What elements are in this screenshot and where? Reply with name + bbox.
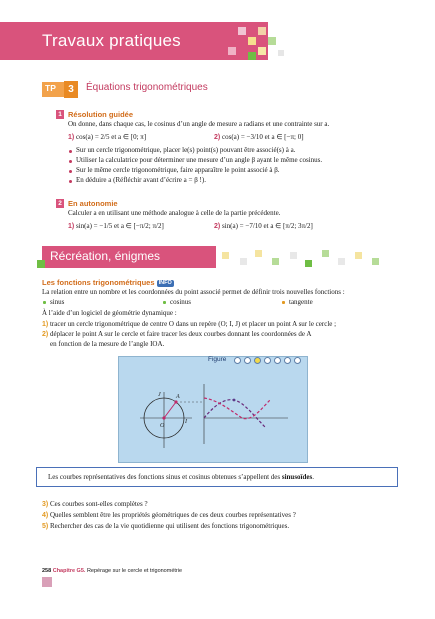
section1-eq2 — [214, 133, 304, 142]
question-4 — [42, 511, 296, 520]
footer-decoration — [42, 577, 52, 587]
question-number: 5) — [42, 523, 49, 530]
point-o — [162, 416, 165, 419]
step-number: 1) — [42, 321, 49, 328]
figure-canvas — [118, 356, 308, 463]
step-text: déplacer le point A sur le cercle et faire tracer les deux courbes donnant les coordonnées de A — [49, 330, 312, 338]
section2-eq1-text: sin(a) = −1/5 et a ∈ [−π/2; π/2] — [75, 222, 164, 230]
curve-point — [233, 399, 236, 402]
question-5 — [42, 522, 289, 531]
definition-text — [48, 473, 314, 481]
question-text: Rechercher des cas de la vie quotidienne qui utilisent des fonctions trigonométriques. — [49, 522, 290, 530]
function-sinus: sinus — [50, 298, 65, 306]
recreation-step-1 — [42, 320, 336, 329]
question-number: 3) — [42, 501, 49, 508]
recreation-intro: La relation entre un nombre et les coordonnées du point associé permet de définir trois nouvelles fonctions : — [42, 288, 345, 296]
page-title: Travaux pratiques — [42, 31, 181, 50]
bullet-marker — [69, 150, 72, 153]
section1-number: 1 — [56, 110, 64, 119]
info-badge: INFO — [158, 280, 172, 286]
section1-eq1-text: cos(a) = 2/5 et a ∈ [0; π] — [75, 133, 147, 141]
label-a: A — [176, 394, 180, 400]
tp-label: TP — [45, 83, 56, 93]
section1-intro: On donne, dans chaque cas, le cosinus d’un angle de mesure a radians et une contrainte sur a. — [68, 120, 330, 128]
section2-eq1 — [68, 222, 164, 231]
chapter-title: Repérage sur le cercle et trigonométrie — [86, 568, 183, 574]
label-o: O — [160, 423, 165, 429]
chapter-label: Chapitre G5. — [52, 568, 86, 574]
recreation-subtitle — [42, 278, 174, 287]
cosinus-curve — [204, 398, 270, 419]
step-text: tracer un cercle trigonométrique de centre O dans un repère (O; I, J) et placer un point A sur le cercle ; — [49, 320, 337, 328]
banner-tab — [37, 260, 45, 268]
function-tangente: tangente — [289, 298, 313, 306]
section2-intro: Calculer a en utilisant une méthode analogue à celle de la partie précédente. — [68, 209, 281, 217]
section2-eq2-label: 2) — [214, 223, 221, 230]
recreation-title: Récréation, énigmes — [50, 249, 161, 263]
point-a — [174, 400, 177, 403]
radius-oa — [164, 402, 176, 418]
figure-title: Figure — [208, 356, 227, 363]
function-cosinus: cosinus — [170, 298, 191, 306]
bullet-marker — [69, 160, 72, 163]
section1-bullet-2: Utiliser la calculatrice pour déterminer une mesure d’un angle β ayant le même cosinus. — [76, 156, 323, 164]
question-text: Quelles semblent être les propriétés géométriques de ces deux courbes représentatives ? — [49, 511, 296, 519]
page-number: 258 — [42, 568, 52, 574]
recreation-subtitle-text: Les fonctions trigonométriques — [42, 278, 155, 287]
section1-title: Résolution guidée — [68, 110, 134, 119]
section2-eq2-text: sin(a) = −7/10 et a ∈ [π/2; 3π/2] — [221, 222, 313, 230]
bullet-marker — [69, 170, 72, 173]
section1-eq1-label: 1) — [68, 134, 75, 141]
section2-title: En autonomie — [68, 199, 118, 208]
section1-bullet-3: Sur le même cercle trigonométrique, faire apparaître le point associé à β. — [76, 166, 280, 174]
definition-keyword: sinusoïdes — [281, 473, 313, 481]
definition-text-end: . — [312, 473, 314, 481]
step-number: 2) — [42, 331, 49, 338]
bullet-marker — [282, 301, 285, 304]
bullet-marker — [43, 301, 46, 304]
page-footer — [42, 568, 182, 574]
bullet-marker — [163, 301, 166, 304]
section1-eq2-text: cos(a) = −3/10 et a ∈ [−π; 0] — [221, 133, 304, 141]
question-text: Ces courbes sont-elles complètes ? — [49, 500, 148, 508]
section2-number: 2 — [56, 199, 64, 208]
question-3 — [42, 500, 148, 509]
section1-eq1 — [68, 133, 146, 142]
recreation-step-2 — [42, 330, 311, 339]
question-number: 4) — [42, 512, 49, 519]
tp-title: Équations trigonométriques — [86, 82, 208, 93]
recreation-prompt: À l’aide d’un logiciel de géométrie dynamique : — [42, 309, 177, 317]
bullet-marker — [69, 180, 72, 183]
label-j: J — [158, 392, 161, 398]
section2-eq2 — [214, 222, 313, 231]
tp-number: 3 — [64, 81, 78, 98]
definition-text-start: Les courbes représentatives des fonctions sinus et cosinus obtenues s’appellent des — [48, 473, 282, 481]
label-i: I — [185, 419, 187, 425]
recreation-step-2-cont: en fonction de la mesure de l’angle IOA. — [50, 340, 165, 348]
section1-bullet-4: En déduire a (Réfléchir avant d’écrire a = β !). — [76, 176, 206, 184]
section1-bullet-1: Sur un cercle trigonométrique, placer le(s) point(s) pouvant être associé(s) à a. — [76, 146, 296, 154]
section2-eq1-label: 1) — [68, 223, 75, 230]
section1-eq2-label: 2) — [214, 134, 221, 141]
